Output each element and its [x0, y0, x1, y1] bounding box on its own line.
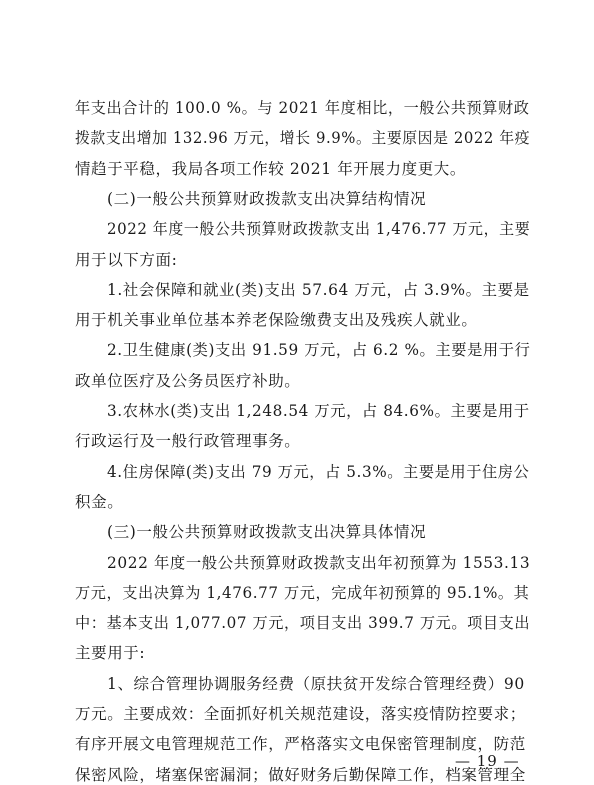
text-line-2: 拨款支出增加 132.96 万元，增长 9.9%。主要原因是 2022 年疫: [75, 129, 531, 148]
text-line-13: 4.住房保障(类)支出 79 万元，占 5.3%。主要是用于住房公: [107, 462, 530, 481]
text-line-5: 2022 年度一般公共预算财政拨款支出 1,476.77 万元，主要: [107, 220, 531, 239]
text-line-16: 2022 年度一般公共预算财政拨款支出年初预算为 1553.13: [107, 553, 531, 572]
page-number: — 19 —: [455, 752, 520, 770]
text-line-21: 万元。主要成效：全面抓好机关规范建设，落实疫情防控要求；: [75, 705, 526, 723]
text-line-9: 2.卫生健康(类)支出 91.59 万元，占 6.2 %。主要是用于行: [107, 341, 531, 360]
text-line-1: 年支出合计的 100.0 %。与 2021 年度相比，一般公共预算财政: [75, 99, 530, 117]
text-line-11: 3.农林水(类)支出 1,248.54 万元，占 84.6%。主要是用于: [107, 402, 530, 420]
text-line-6: 用于以下方面:: [75, 250, 178, 269]
text-line-17: 万元，支出决算为 1,476.77 万元，完成年初预算的 95.1%。其: [75, 583, 530, 602]
text-line-8: 用于机关事业单位基本养老保险缴费支出及残疾人就业。: [75, 311, 478, 330]
text-line-23: 保密风险，堵塞保密漏洞；做好财务后勤保障工作，档案管理全: [75, 765, 526, 784]
section-heading-2: (二)一般公共预算财政拨款支出决算结构情况: [107, 189, 427, 208]
text-line-10: 政单位医疗及公务员医疗补助。: [75, 371, 301, 390]
text-line-22: 有序开展文电管理规范工作，严格落实文电保密管理制度，防范: [75, 735, 526, 754]
text-line-19: 主要用于:: [75, 644, 146, 663]
text-line-14: 积金。: [75, 492, 124, 511]
text-line-7: 1.社会保障和就业(类)支出 57.64 万元，占 3.9%。主要是: [107, 280, 530, 299]
text-line-12: 行政运行及一般行政管理事务。: [75, 432, 301, 451]
text-line-3: 情趋于平稳，我局各项工作较 2021 年开展力度更大。: [75, 159, 467, 178]
section-heading-3: (三)一般公共预算财政拨款支出决算具体情况: [107, 523, 427, 542]
text-line-20: 1、综合管理协调服务经费（原扶贫开发综合管理经费）90: [107, 674, 525, 693]
text-line-18: 中：基本支出 1,077.07 万元，项目支出 399.7 万元。项目支出: [75, 614, 531, 633]
